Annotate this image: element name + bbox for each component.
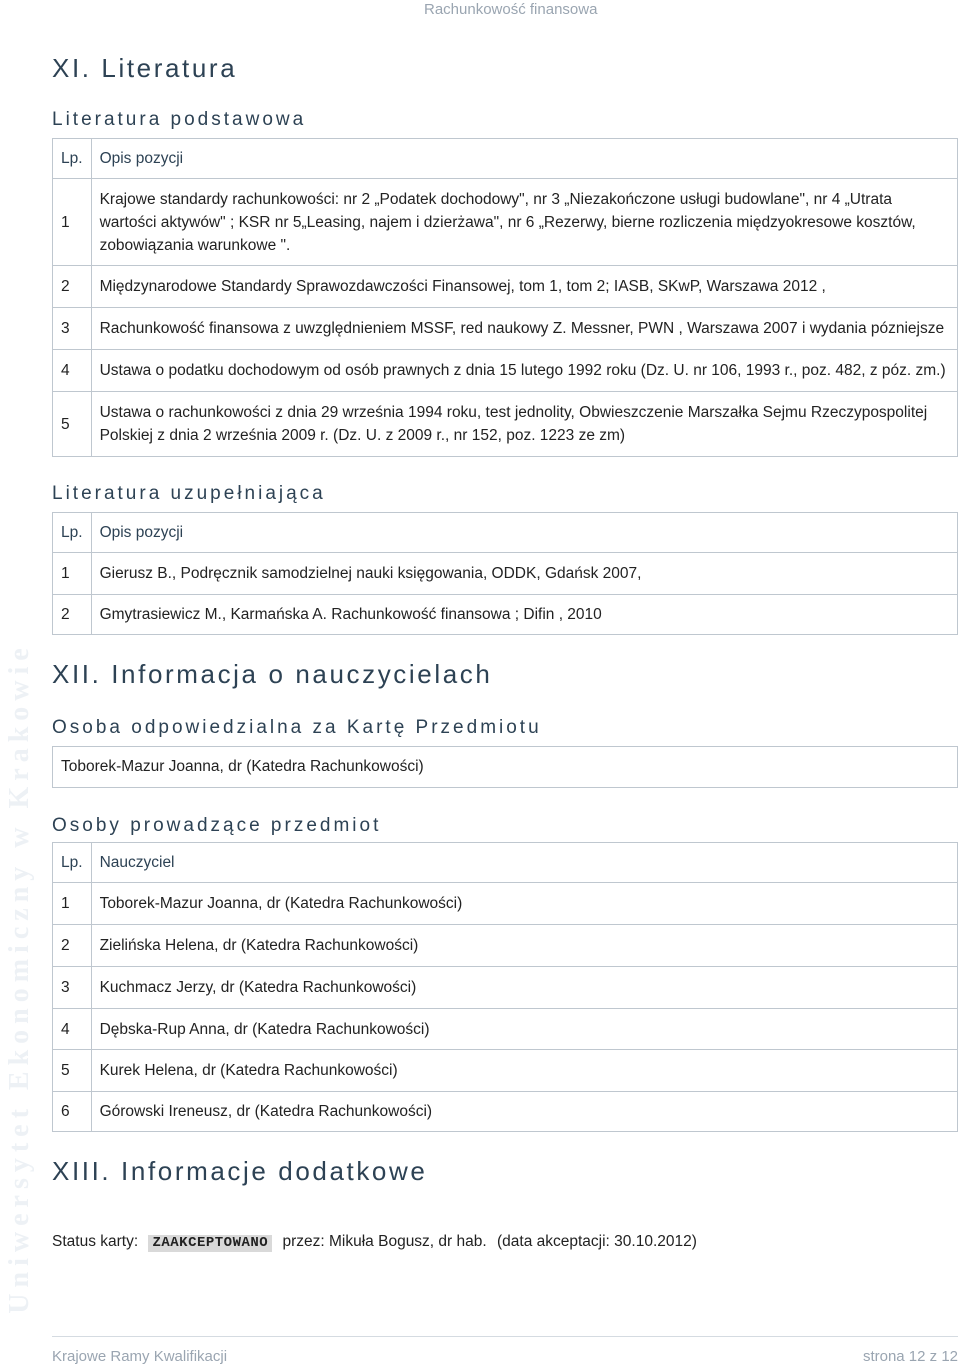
row-number: 6 [53,1092,92,1132]
table-row [53,1092,958,1132]
responsible-person-box [52,746,958,788]
row-number: 4 [53,1009,92,1050]
table-header-row [53,843,958,883]
column-header-teacher: Nauczyciel [91,843,957,883]
table-row [53,1050,958,1092]
row-description: Ustawa o podatku dochodowym od osób prawnych z dnia 15 lutego 1992 roku (Dz. U. nr 106, 1993 r., poz. 482, z póz. zm.) [91,350,957,392]
column-header-description: Opis pozycji [91,513,957,553]
row-number: 5 [53,1050,92,1092]
table-row [53,350,958,392]
row-description: Międzynarodowe Standardy Sprawozdawczości Finansowej, tom 1, tom 2; IASB, SKwP, Warszawa 2012 , [91,266,957,308]
row-number: 2 [53,925,92,967]
table-header-row [53,513,958,553]
page-number: strona 12 z 12 [862,1348,958,1365]
running-header: Rachunkowość finansowa [424,1,598,18]
row-number: 1 [53,179,92,266]
teacher-name: Kurek Helena, dr (Katedra Rachunkowości) [91,1050,957,1092]
row-description: Gierusz B., Podręcznik samodzielnej nauki księgowania, ODDK, Gdańsk 2007, [91,553,957,595]
row-number: 5 [53,392,92,457]
status-badge: ZAAKCEPTOWANO [148,1235,272,1252]
basic-literature-table [52,138,958,457]
table-row [53,308,958,350]
column-header-description: Opis pozycji [91,139,957,179]
row-number: 1 [53,553,92,595]
row-number: 1 [53,883,92,925]
column-header-no: Lp. [53,843,92,883]
table-row [53,967,958,1009]
table-row [53,266,958,308]
teaching-staff-table [52,842,958,1132]
row-number: 3 [53,967,92,1009]
footer-left-text: Krajowe Ramy Kwalifikacji [52,1348,228,1365]
row-description: Krajowe standardy rachunkowości: nr 2 „Podatek dochodowy", nr 3 „Niezakończone usługi budowlane", nr 4 „Utrata wartości aktywów" ; KSR nr 5„Leasing, najem i dzierżawa", nr 6 „Rezerwy, bierne rozliczenia międzyokresowe kosztów, zobowiązania warunkowe ". [91,179,957,266]
subsection-title-supplementary-literature: Literatura uzupełniająca [52,483,326,504]
section-title-additional-info: XIII. Informacje dodatkowe [52,1156,428,1186]
table-header-row [53,139,958,179]
section-title-teachers: XII. Informacja o nauczycielach [52,659,493,689]
teacher-name: Kuchmacz Jerzy, dr (Katedra Rachunkowości) [91,967,957,1009]
card-status-line [52,1230,697,1254]
row-description: Gmytrasiewicz M., Karmańska A. Rachunkowość finansowa ; Difin , 2010 [91,595,957,635]
teacher-name: Zielińska Helena, dr (Katedra Rachunkowości) [91,925,957,967]
table-row [53,392,958,457]
accepted-date: (data akceptacji: 30.10.2012) [497,1233,697,1250]
responsible-person-name: Toborek-Mazur Joanna, dr (Katedra Rachunkowości) [61,758,424,775]
subsection-title-responsible-person: Osoba odpowiedzialna za Kartę Przedmiotu [52,717,542,738]
row-number: 3 [53,308,92,350]
table-row [53,179,958,266]
row-number: 2 [53,595,92,635]
teacher-name: Toborek-Mazur Joanna, dr (Katedra Rachunkowości) [91,883,957,925]
section-title-literature: XI. Literatura [52,53,238,83]
row-description: Ustawa o rachunkowości z dnia 29 września 1994 roku, test jednolity, Obwieszczenie Marszałka Sejmu Rzeczypospolitej Polskiej z dnia 2 września 2009 r. (Dz. U. z 2009 r., nr 152, poz. 1223 ze zm) [91,392,957,457]
column-header-no: Lp. [53,513,92,553]
row-number: 2 [53,266,92,308]
table-row [53,883,958,925]
accepted-by: przez: Mikuła Bogusz, dr hab. [282,1233,487,1250]
teacher-name: Górowski Ireneusz, dr (Katedra Rachunkowości) [91,1092,957,1132]
table-row [53,595,958,635]
column-header-no: Lp. [53,139,92,179]
table-row [53,925,958,967]
row-number: 4 [53,350,92,392]
table-row [53,553,958,595]
university-watermark: Uniwersytet Ekonomiczny w Krakowie [4,642,35,1314]
supplementary-literature-table [52,512,958,635]
status-label: Status karty: [52,1233,139,1250]
subsection-title-basic-literature: Literatura podstawowa [52,109,307,130]
table-row [53,1009,958,1050]
footer-divider [52,1336,958,1337]
row-description: Rachunkowość finansowa z uwzględnieniem MSSF, red naukowy Z. Messner, PWN , Warszawa 2007 i wydania pózniejsze [91,308,957,350]
subsection-title-teaching-staff: Osoby prowadzące przedmiot [52,815,382,836]
teacher-name: Dębska-Rup Anna, dr (Katedra Rachunkowości) [91,1009,957,1050]
